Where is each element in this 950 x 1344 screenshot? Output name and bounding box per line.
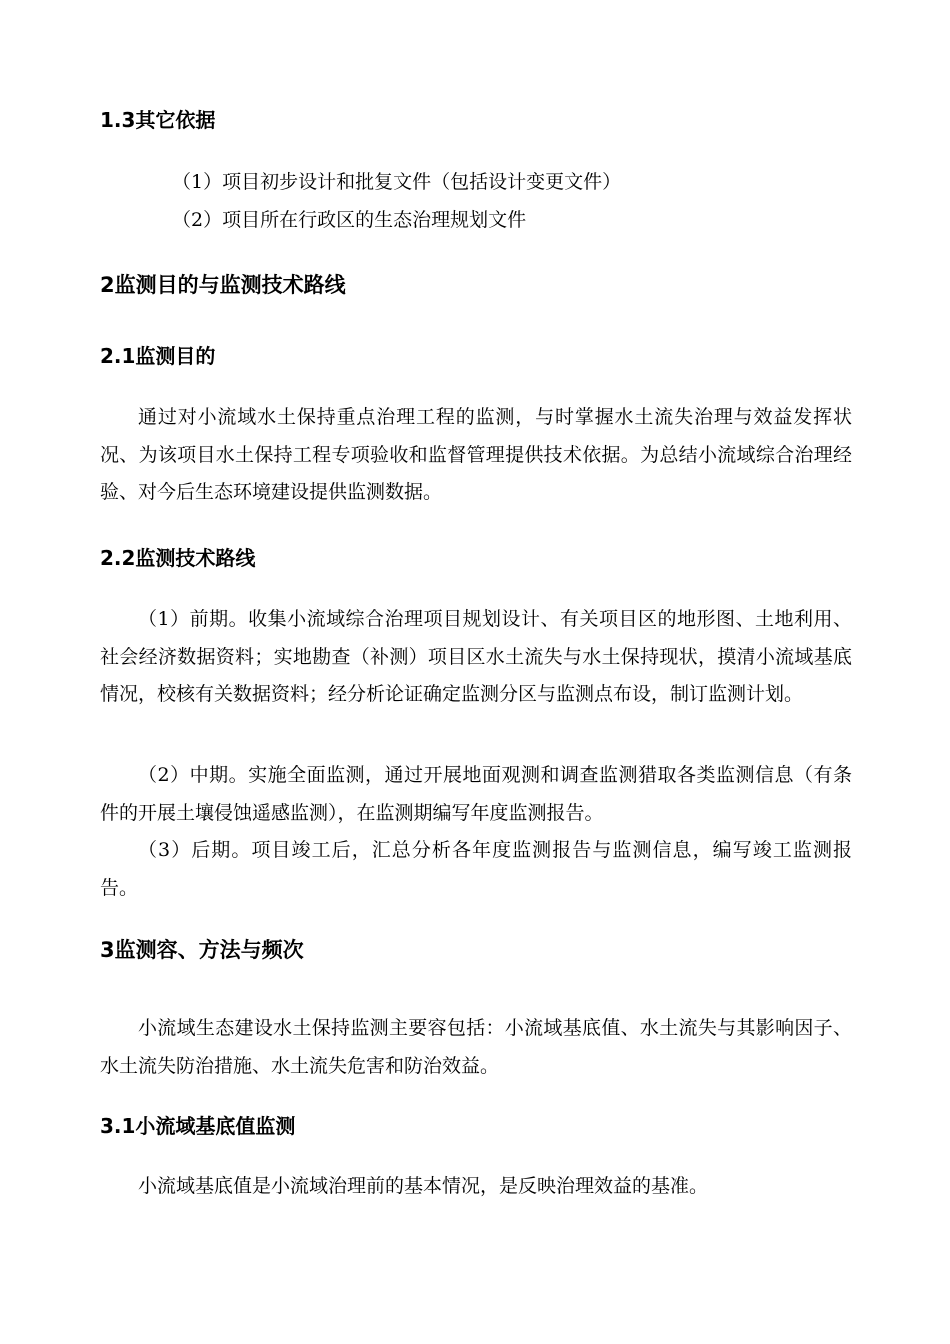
list-item-basis-2: （2）项目所在行政区的生态治理规划文件 <box>172 209 527 231</box>
paragraph-2-2-early: （1）前期。收集小流域综合治理项目规划设计、有关项目区的地形图、土地利用、社会经济数据资料；实地勘查（补测）项目区水土流失与水土保持现状，摸清小流域基底情况，校核有关数据资料；经分析论证确定监测分区与监测点布设，制订监测计划。 <box>100 608 852 705</box>
paragraph-2-1: 通过对小流域水土保持重点治理工程的监测，与时掌握水土流失治理与效益发挥状况、为该项目水土保持工程专项验收和监督管理提供技术依据。为总结小流域综合治理经验、对今后生态环境建设提供监测数据。 <box>100 406 852 503</box>
paragraph-3-1: 小流域基底值是小流域治理前的基本情况，是反映治理效益的基准。 <box>138 1175 709 1197</box>
paragraph-2-2-middle: （2）中期。实施全面监测，通过开展地面观测和调查监测猎取各类监测信息（有条件的开展土壤侵蚀遥感监测），在监测期编写年度监测报告。 <box>100 764 852 824</box>
paragraph-2-2-late: （3）后期。项目竣工后，汇总分析各年度监测报告与监测信息，编写竣工监测报告。 <box>100 839 852 899</box>
paragraph-3: 小流域生态建设水土保持监测主要容包括：小流域基底值、水土流失与其影响因子、水土流失防治措施、水土流失危害和防治效益。 <box>100 1017 852 1077</box>
list-item-basis-1: （1）项目初步设计和批复文件（包括设计变更文件） <box>172 171 622 193</box>
heading-2: 2监测目的与监测技术路线 <box>100 273 346 297</box>
heading-1-3: 1.3其它依据 <box>100 108 216 132</box>
heading-2-1: 2.1监测目的 <box>100 344 216 368</box>
heading-3: 3监测容、方法与频次 <box>100 938 304 962</box>
heading-3-1: 3.1小流域基底值监测 <box>100 1114 296 1138</box>
heading-2-2: 2.2监测技术路线 <box>100 546 256 570</box>
